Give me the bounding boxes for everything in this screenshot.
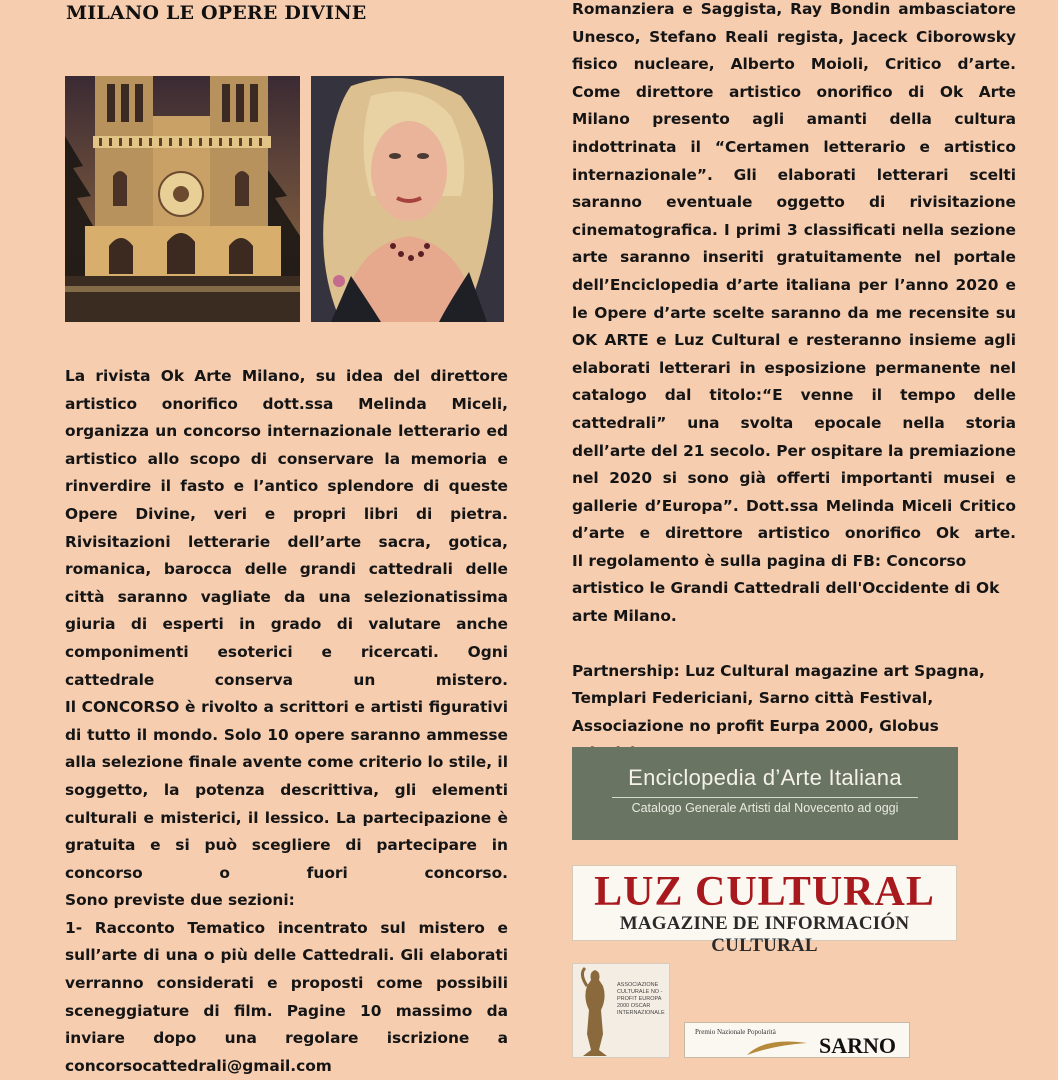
oscar-award-logo — [572, 963, 670, 1058]
luz-title: LUZ CULTURAL — [594, 869, 935, 915]
regolamento-paragraph: Il regolamento è sulla pagina di FB: Concorso artistico le Grandi Cattedrali dell'Occidente di Ok arte Milano. — [572, 551, 1000, 626]
enciclopedia-logo — [572, 747, 958, 840]
sezioni-paragraph: Sono previste due sezioni: — [65, 891, 295, 910]
luz-cultural-logo — [572, 865, 957, 956]
portrait-photo — [311, 76, 504, 322]
sarno-logo — [684, 1022, 910, 1058]
section-one-paragraph: 1- Racconto Tematico incentrato sul mistero e sull’arte di una o più delle Cattedrali. Gli elaborati verranno considerati e proposti come possibili sceneggiature di film. Pagine 10 massimo da inviare dopo una regolare iscrizione a — [65, 918, 508, 1048]
enciclopedia-subtitle: Catalogo Generale Artisti dal Novecento ad oggi — [631, 801, 899, 815]
contact-email[interactable]: concorsocattedrali@gmail.com — [65, 1056, 332, 1075]
left-column — [65, 363, 508, 1080]
intro-paragraph: La rivista Ok Arte Milano, su idea del direttore artistico onorifico dott.ssa Melinda Miceli, organizza un concorso internazionale letterario ed artistico allo scopo di conservare la memoria e rinverdire il fasto e l’antico splendore di queste Opere Divine, veri e propri libri di pietra. Rivisitazioni letterarie dell’arte sacra, gotica, romanica, barocca delle grandi cattedrali delle città saranno vagliate da una selezionatissima giuria di esperti in grado di valutare anche componimenti esoterici e ricercati. Ogni cattedrale conserva un mistero. — [65, 367, 508, 689]
concorso-paragraph: Il CONCORSO è rivolto a scrittori e artisti figurativi di tutto il mondo. Solo 10 opere saranno ammesse alla selezione finale avente come criterio lo stile, il soggetto, la potenza descrittiva, gli elementi culturali e misterici, il lessico. La partecipazione è gratuita e si può scegliere di partecipare in concorso o fuori concorso. — [65, 698, 508, 882]
page-heading: MILANO LE OPERE DIVINE — [66, 2, 367, 24]
director-paragraph: Come direttore artistico onorifico di Ok Arte Milano presento agli amanti della cultura indottrinata il “Certamen letterario e artistico internazionale”. Gli elaborati letterari scelti saranno eventuale oggetto di rivisitazione cinematografica. I primi 3 classificati nella sezione arte saranno inseriti gratuitamente nel portale dell’Enciclopedia d’arte italiana per l’anno 2020 e le Opere d’arte scelte saranno da me recensite su OK ARTE e Luz Cultural e resteranno insieme agli elaborati letterari in esposizione permanente nel catalogo dal titolo:“E venne il tempo delle cattedrali” una svolta epocale nella storia dell’arte del 21 secolo. Per ospitare la premiazione nel 2020 si sono già offerti importanti musei e gallerie d’Europa”. Dott.ssa Melinda Miceli Critico d’arte e direttore artistico onorifico Ok arte. — [572, 82, 1016, 543]
laurel-icon — [745, 1033, 809, 1057]
sarno-small-text: Premio Nazionale Popolarità — [695, 1028, 776, 1036]
cathedral-photo — [65, 76, 300, 322]
jury-paragraph: Romanziera e Saggista, Ray Bondin ambasciatore Unesco, Stefano Reali regista, Jaceck Ciborowsky fisico nucleare, Alberto Moioli, Critico d’arte. — [572, 0, 1016, 74]
enciclopedia-title: Enciclopedia d’Arte Italiana — [628, 765, 902, 790]
right-column — [572, 0, 1016, 768]
luz-subtitle: MAGAZINE DE INFORMACIÓN CULTURAL — [619, 913, 910, 956]
enciclopedia-rule — [612, 797, 918, 798]
sarno-title: SARNO — [819, 1033, 897, 1058]
oscar-caption: ASSOCIAZIONE CULTURALE NO - PROFIT EUROPA 2000 OSCAR INTERNAZIONALE — [617, 982, 665, 1016]
partnership-paragraph: Partnership: Luz Cultural magazine art Spagna, Templari Federiciani, Sarno città Festival, Associazione no profit Eurpa 2000, Globus — [572, 661, 985, 735]
statuette-icon — [573, 964, 617, 1058]
